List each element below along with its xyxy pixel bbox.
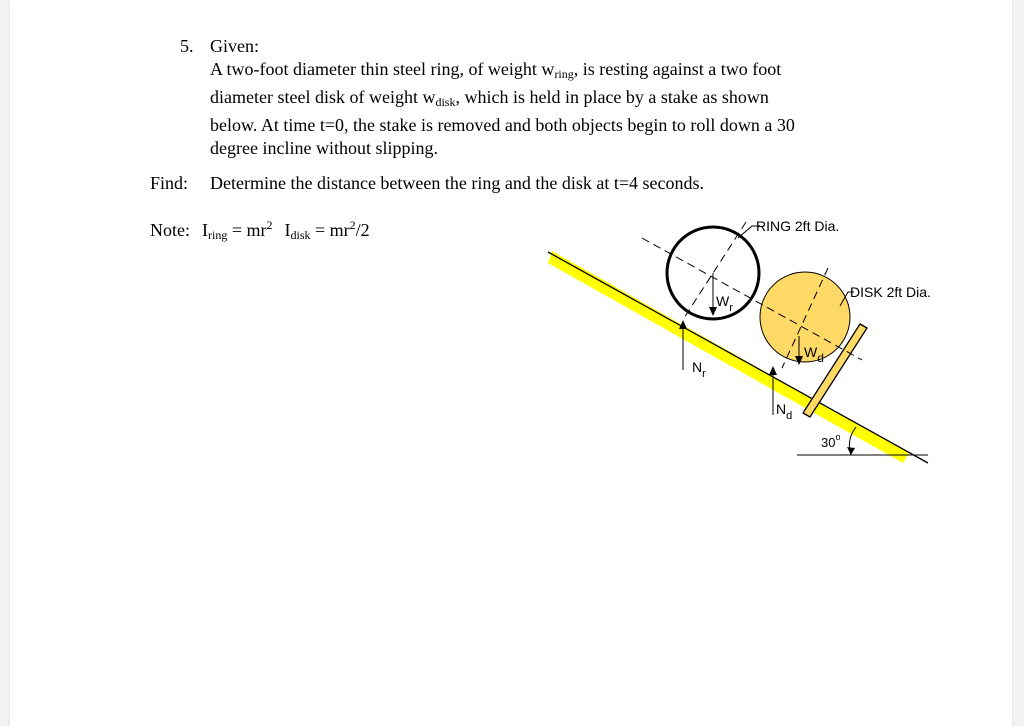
disk-weight-label: Wd <box>804 344 824 365</box>
note-label: Note: <box>150 220 190 240</box>
ring-centerline-perp <box>684 222 746 318</box>
disk-label: DISK 2ft Dia. <box>850 284 931 300</box>
ring-normal-label: $N_r$ <box>692 359 706 380</box>
find-label: Find: <box>150 173 189 193</box>
ring-label: RING 2ft Dia. <box>756 218 840 234</box>
given-line-2: diameter steel disk of weight $w_{disk}$, which is held in place by a stake as shown <box>210 87 769 109</box>
angle-arrowhead <box>847 447 855 455</box>
find-text: Determine the distance between the ring and the disk at t=4 seconds. <box>210 173 704 193</box>
given-line-3: below. At time t=0, the stake is removed and both objects begin to roll down a 30 <box>210 115 795 135</box>
given-label: Given: <box>210 36 259 56</box>
disk-normal-arrowhead <box>769 366 777 375</box>
given-line-4: degree incline without slipping. <box>210 138 438 158</box>
ring-weight-label: $W_r$ <box>716 293 733 314</box>
ring-inertia: $I_{ring} = mr^2$ <box>202 218 273 242</box>
given-line-1: A two-foot diameter thin steel ring, of weight $w_{ring}$, is resting against a two foot <box>210 59 782 81</box>
problem-number: 5. <box>180 36 194 56</box>
disk-inertia: $I_{disk} = mr^2/2$ <box>284 218 370 242</box>
angle-label: 30$^o$ <box>821 432 841 450</box>
disk-normal-label: $N_d$ <box>776 401 793 422</box>
